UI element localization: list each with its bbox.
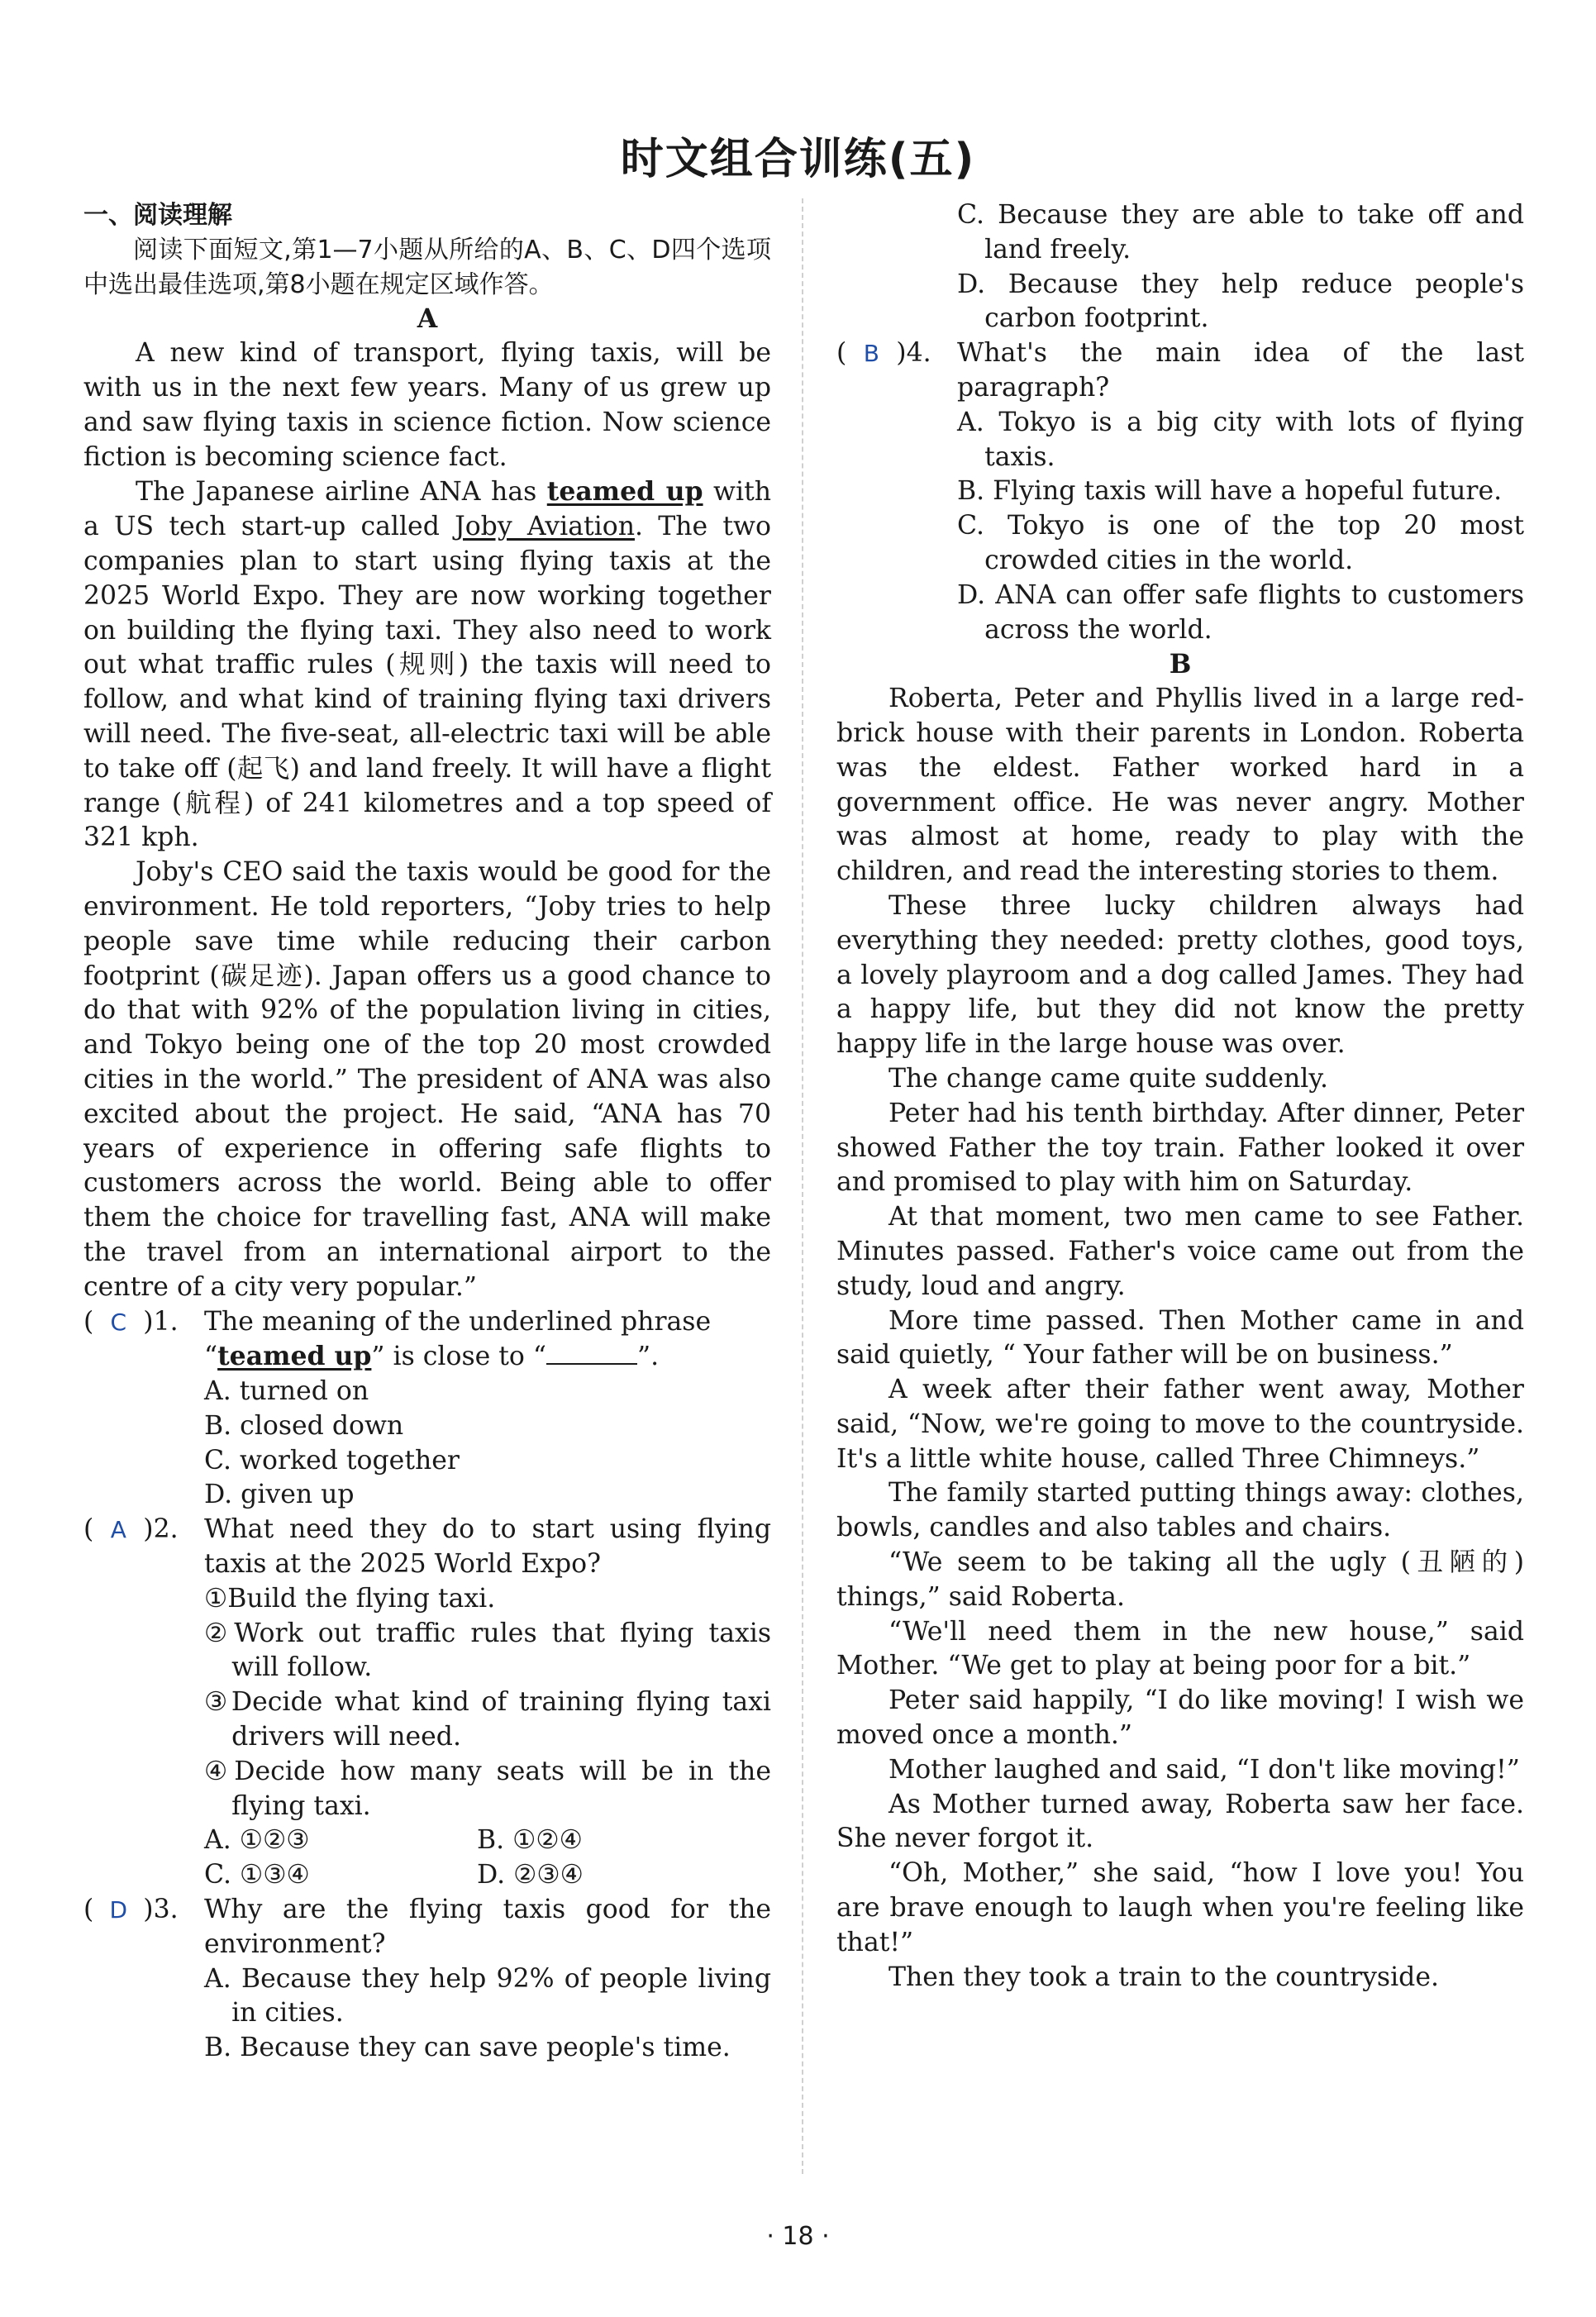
- answer-field[interactable]: A: [110, 1516, 126, 1544]
- question-stem: Why are the flying taxis good for the environment?: [204, 1895, 771, 1959]
- option-d: D. given up: [204, 1480, 355, 1510]
- option-c: C. ①③④: [204, 1860, 310, 1890]
- question-stem: What's the main idea of the last paragraph?: [957, 338, 1524, 403]
- option-a: A. Because they help 92% of people living in cities.: [204, 1963, 771, 2029]
- quoted-phrase: teamed up: [217, 1341, 372, 1372]
- passage-b-paragraph: A week after their father went away, Mother said, “Now, we're going to move to the countryside. It's a little white house, called Three Chimneys.”: [836, 1375, 1524, 1474]
- option-a: A. Tokyo is a big city with lots of flying taxis.: [957, 407, 1524, 472]
- answer-field[interactable]: D: [109, 1896, 128, 1924]
- blank-line: [546, 1363, 637, 1365]
- passage-b-paragraph: The family started putting things away: clothes, bowls, candles and also tables and chairs.: [836, 1478, 1524, 1543]
- passage-b-paragraph: These three lucky children always had everything they needed: pretty clothes, good toys, a lovely playroom and a dog called James. They had a happy life, but they did not know the pretty happy life in the large house was over.: [836, 890, 1524, 1060]
- statement-1: ①Build the flying taxi.: [204, 1583, 496, 1614]
- passage-a-paragraph-3: Joby's CEO said the taxis would be good for the environment. He told reporters, “Joby tries to help people save time while reducing their carbon footprint (碳足迹). Japan offers us a good chance to do that with 92% of the population living in cities, and Tokyo being one of the top 20 most crowded cities in the world.” The president of ANA was also excited about the project. He said, “ANA has 70 years of experience in offering safe flights to customers across the world. Being able to offer them the choice for travelling fast, ANA will make the travel from an international airport to the centre of a city very popular.”: [83, 857, 771, 1302]
- option-c: C. worked together: [204, 1445, 460, 1476]
- option-b: B. Because they can save people's time.: [204, 2033, 731, 2063]
- answer-paren: ( C )1.: [83, 1305, 204, 1340]
- company-name-joby-aviation: Joby Aviation: [455, 512, 635, 542]
- statement-2: ②Work out traffic rules that flying taxis will follow.: [204, 1618, 771, 1683]
- option-c: C. Because they are able to take off and land freely.: [957, 200, 1524, 265]
- column-divider: [802, 198, 803, 2174]
- p2-after: . The two companies plan to start using flying taxis at the 2025 World Expo. They are now working together on building the flying taxi. They also need to work out what traffic rules (规则) the taxis will need to follow, and what kind of training flying taxi drivers will need. The five-seat, all-electric taxi will be able to take off (起飞) and land freely. It will have a flight range (航程) of 241 kilometres and a top speed of 321 kph.: [83, 512, 771, 853]
- passage-b-paragraph: “We seem to be taking all the ugly (丑陋的) things,” said Roberta.: [836, 1547, 1524, 1612]
- passage-b-paragraph: Peter said happily, “I do like moving! I wish we moved once a month.”: [836, 1685, 1524, 1751]
- answer-paren: ( D )3.: [83, 1893, 204, 1962]
- passage-a-label: A: [417, 303, 438, 335]
- option-d: D. Because they help reduce people's carbon footprint.: [957, 269, 1524, 334]
- option-a: A. ①②③: [204, 1825, 310, 1856]
- options-row-1: [204, 1824, 771, 1858]
- question-1-stem-line-2: “teamed up” is close to “ ”.: [204, 1341, 660, 1372]
- question-3: [83, 1893, 771, 1962]
- passage-a-paragraph-1: A new kind of transport, flying taxis, will be with us in the next few years. Many of us grew up and saw flying taxis in science fiction. Now science fiction is becoming science fact.: [83, 338, 771, 472]
- passage-b-paragraph: Then they took a train to the countryside.: [889, 1962, 1439, 1992]
- question-4: [836, 336, 1524, 406]
- option-a: A. turned on: [204, 1376, 369, 1407]
- option-c: C. Tokyo is one of the top 20 most crowded cities in the world.: [957, 511, 1524, 575]
- answer-paren: ( A )2.: [83, 1513, 204, 1582]
- left-column: [83, 198, 771, 2066]
- question-1: [83, 1305, 771, 1340]
- answer-field[interactable]: B: [863, 340, 879, 368]
- passage-b-label: B: [1169, 649, 1192, 680]
- right-column: [836, 198, 1524, 1995]
- passage-b-paragraph: More time passed. Then Mother came in and said quietly, “ Your father will be on business.”: [836, 1305, 1524, 1371]
- passage-b-paragraph: Mother laughed and said, “I don't like moving!”: [889, 1754, 1520, 1785]
- question-stem: The meaning of the underlined phrase: [204, 1306, 712, 1337]
- p2-middle: with a US tech start-up called: [83, 477, 772, 542]
- question-2: [83, 1513, 771, 1582]
- passage-b-paragraph: “We'll need them in the new house,” said Mother. “We get to play at being poor for a bit.”: [836, 1616, 1524, 1681]
- passage-b-paragraph: As Mother turned away, Roberta saw her face. She never forgot it.: [836, 1789, 1524, 1854]
- section-heading: 一、阅读理解: [83, 201, 232, 230]
- option-d: D. ②③④: [477, 1860, 584, 1890]
- passage-a-paragraph-2: [83, 474, 771, 856]
- question-stem: What need they do to start using flying taxis at the 2025 World Expo?: [204, 1514, 771, 1580]
- instructions: 阅读下面短文,第1—7小题从所给的A、B、C、D四个选项中选出最佳选项,第8小题在规定区域作答。: [83, 235, 771, 299]
- option-b: B. Flying taxis will have a hopeful future.: [957, 476, 1503, 507]
- underlined-phrase-teamed-up: teamed up: [546, 476, 703, 508]
- page-title: 时文组合训练(五): [620, 135, 976, 184]
- passage-b-paragraph: Peter had his tenth birthday. After dinner, Peter showed Father the toy train. Father looked it over and promised to play with him on Saturday.: [836, 1098, 1524, 1198]
- p2-before: The Japanese airline ANA has: [136, 477, 547, 508]
- page-number: · 18 ·: [766, 2222, 830, 2251]
- passage-b-paragraph: The change came quite suddenly.: [889, 1063, 1328, 1094]
- statement-4: ④Decide how many seats will be in the flying taxi.: [204, 1756, 771, 1821]
- answer-paren: ( B )4.: [836, 336, 957, 406]
- option-d: D. ANA can offer safe flights to customers across the world.: [957, 579, 1524, 645]
- options-row-2: [204, 1858, 771, 1893]
- option-b: B. ①②④: [477, 1825, 583, 1856]
- option-b: B. closed down: [204, 1410, 404, 1441]
- passage-b-paragraph: At that moment, two men came to see Father. Minutes passed. Father's voice came out from the study, loud and angry.: [836, 1202, 1524, 1301]
- passage-b-paragraph: “Oh, Mother,” she said, “how I love you! You are brave enough to laugh when you're feeling like that!”: [836, 1858, 1524, 1957]
- statement-3: ③Decide what kind of training flying taxi drivers will need.: [204, 1687, 771, 1752]
- passage-b-paragraph: Roberta, Peter and Phyllis lived in a large red-brick house with their parents in London. Roberta was the eldest. Father worked hard in a government office. He was never angry. Mother was almost at home, ready to play with the children, and read the interesting stories to them.: [836, 684, 1524, 887]
- answer-field[interactable]: C: [110, 1308, 127, 1336]
